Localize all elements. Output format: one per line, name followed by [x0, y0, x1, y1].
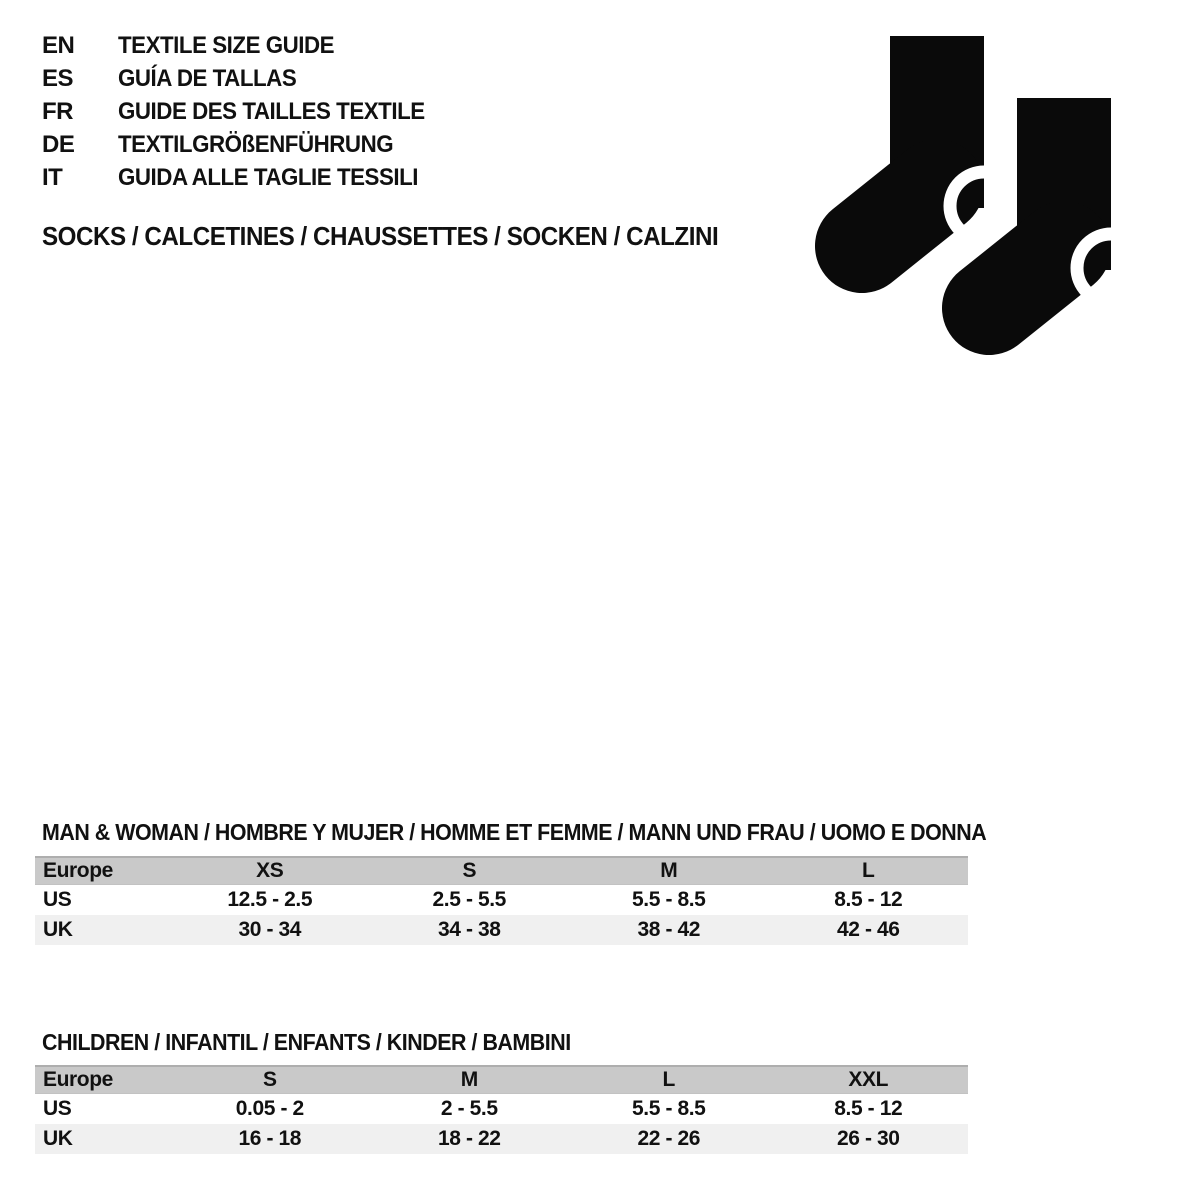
size-range: 22 - 26 — [637, 1127, 701, 1150]
column-header-size: L — [862, 859, 875, 882]
column-header-region: Europe — [43, 859, 113, 882]
children-size-table — [35, 1065, 968, 1154]
table-header-row — [35, 856, 968, 885]
size-range: 30 - 34 — [238, 918, 302, 941]
size-range: 8.5 - 12 — [834, 1097, 903, 1120]
size-range: 12.5 - 2.5 — [227, 888, 313, 911]
table-row-us — [35, 1094, 968, 1124]
column-header-size: XS — [256, 859, 284, 882]
lang-code: FR — [42, 98, 73, 125]
lang-code: ES — [42, 65, 74, 92]
lang-row-fr — [42, 95, 448, 128]
column-header-size: S — [262, 1068, 277, 1091]
row-label: US — [43, 1097, 72, 1120]
guide-title-en: TEXTILE SIZE GUIDE — [118, 32, 335, 59]
row-label: UK — [43, 1127, 73, 1150]
size-range: 38 - 42 — [637, 918, 701, 941]
size-range: 26 - 30 — [836, 1127, 900, 1150]
guide-title-es: GUÍA DE TALLAS — [118, 65, 297, 92]
men-women-size-table — [35, 856, 968, 945]
table-row-uk — [35, 1124, 968, 1154]
sock-left-icon — [862, 36, 1018, 246]
lang-row-es — [42, 62, 448, 95]
row-label: US — [43, 888, 72, 911]
size-range: 18 - 22 — [437, 1127, 501, 1150]
size-range: 42 - 46 — [836, 918, 900, 941]
lang-code: EN — [42, 32, 75, 59]
table-row-us — [35, 885, 968, 915]
table-row-uk — [35, 915, 968, 945]
lang-code: DE — [42, 131, 75, 158]
children-table-title: CHILDREN / INFANTIL / ENFANTS / KINDER / BAMBINI — [42, 1029, 571, 1055]
column-header-size: L — [662, 1068, 675, 1091]
row-label: UK — [43, 918, 73, 941]
lang-row-en — [42, 29, 448, 62]
size-range: 5.5 - 8.5 — [632, 1097, 706, 1120]
size-range: 2 - 5.5 — [440, 1097, 498, 1120]
size-range: 8.5 - 12 — [834, 888, 903, 911]
column-header-size: XXL — [848, 1068, 889, 1091]
men-women-table-title: MAN & WOMAN / HOMBRE Y MUJER / HOMME ET FEMME / MANN UND FRAU / UOMO E DONNA — [42, 819, 987, 845]
socks-icon-svg — [812, 36, 1142, 356]
column-header-size: M — [660, 859, 678, 882]
language-title-list — [42, 29, 448, 194]
size-range: 2.5 - 5.5 — [432, 888, 506, 911]
product-category-text: SOCKS / CALCETINES / CHAUSSETTES / SOCKEN / CALZINI — [42, 221, 719, 251]
column-header-size: S — [462, 859, 477, 882]
product-category-line — [42, 220, 769, 253]
column-header-size: M — [460, 1068, 478, 1091]
guide-title-de: TEXTILGRÖßENFÜHRUNG — [118, 131, 394, 158]
socks-icon — [812, 36, 1142, 356]
column-header-region: Europe — [43, 1068, 113, 1091]
table-header-row — [35, 1065, 968, 1094]
guide-title-it: GUIDA ALLE TAGLIE TESSILI — [118, 164, 419, 191]
lang-row-de — [42, 128, 448, 161]
size-range: 5.5 - 8.5 — [632, 888, 706, 911]
size-range: 34 - 38 — [437, 918, 501, 941]
lang-row-it — [42, 161, 448, 194]
lang-code: IT — [42, 164, 63, 191]
size-range: 0.05 - 2 — [235, 1097, 304, 1120]
guide-title-fr: GUIDE DES TAILLES TEXTILE — [118, 98, 425, 125]
size-range: 16 - 18 — [238, 1127, 302, 1150]
